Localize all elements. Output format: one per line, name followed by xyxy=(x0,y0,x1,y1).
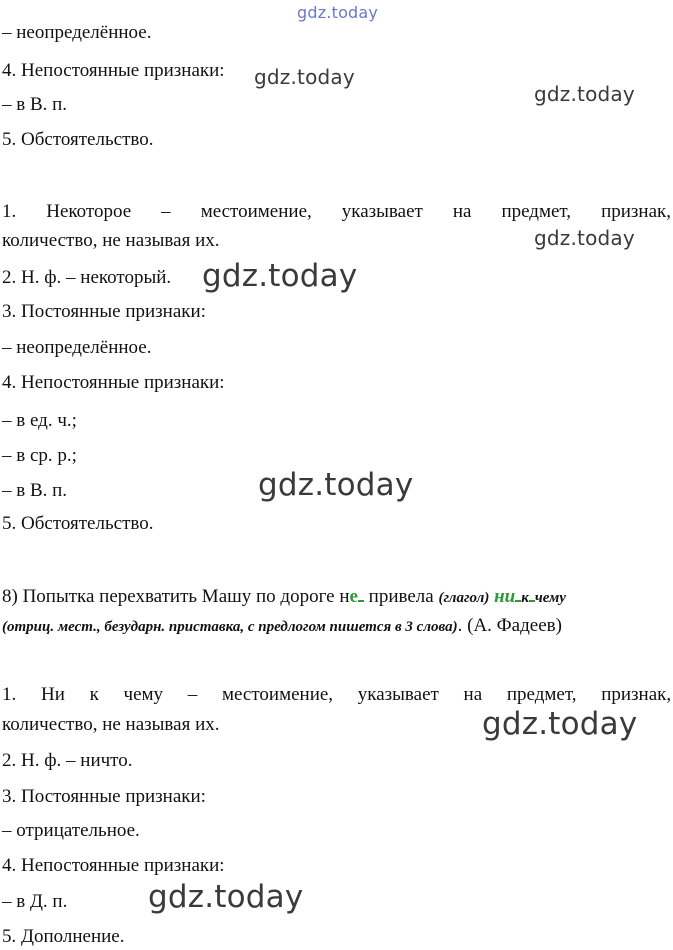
text-line: 5. Дополнение. xyxy=(2,926,125,947)
text-line: 5. Обстоятельство. xyxy=(2,129,154,150)
watermark: gdz.today xyxy=(258,467,414,503)
text-line: – неопределённое. xyxy=(2,337,152,358)
text-line: 4. Непостоянные признаки: xyxy=(2,855,225,876)
text-line: 4. Непостоянные признаки: xyxy=(2,372,225,393)
text-line: – в ср. р.; xyxy=(2,445,77,466)
watermark: gdz.today xyxy=(297,3,379,22)
text-line: 4. Непостоянные признаки: xyxy=(2,60,225,81)
watermark: gdz.today xyxy=(534,82,635,106)
text-line: – в ед. ч.; xyxy=(2,410,77,431)
text-line: – в В. п. xyxy=(2,94,68,115)
text-line: количество, не называя их. xyxy=(2,230,220,251)
text-line: количество, не называя их. xyxy=(2,714,220,735)
text-line: – отрицательное. xyxy=(2,820,140,841)
watermark: gdz.today xyxy=(534,226,635,250)
text-line: 3. Постоянные признаки: xyxy=(2,301,206,322)
example-sentence: 8) Попытка перехватить Машу по дороге не привела (глагол) ни к чему xyxy=(2,586,566,607)
text-line: 2. Н. ф. – ничто. xyxy=(2,750,133,771)
watermark: gdz.today xyxy=(202,258,358,294)
text-line-justified: 1. Некоторое – местоимение, указывает на предмет, признак, xyxy=(2,201,672,222)
text-line: 5. Обстоятельство. xyxy=(2,513,154,534)
text-line-justified: 1. Ни к чему – местоимение, указывает на предмет, признак, xyxy=(2,684,672,705)
example-sentence-cont: (отриц. мест., безударн. приставка, с предлогом пишется в 3 слова). (А. Фадеев) xyxy=(2,615,562,636)
watermark: gdz.today xyxy=(482,706,638,742)
watermark: gdz.today xyxy=(254,65,355,89)
text-line: 3. Постоянные признаки: xyxy=(2,786,206,807)
text-line: – в В. п. xyxy=(2,480,68,501)
watermark: gdz.today xyxy=(148,879,304,915)
text-line: 2. Н. ф. – некоторый. xyxy=(2,267,172,288)
text-line: – неопределённое. xyxy=(2,22,152,43)
text-line: – в Д. п. xyxy=(2,891,68,912)
